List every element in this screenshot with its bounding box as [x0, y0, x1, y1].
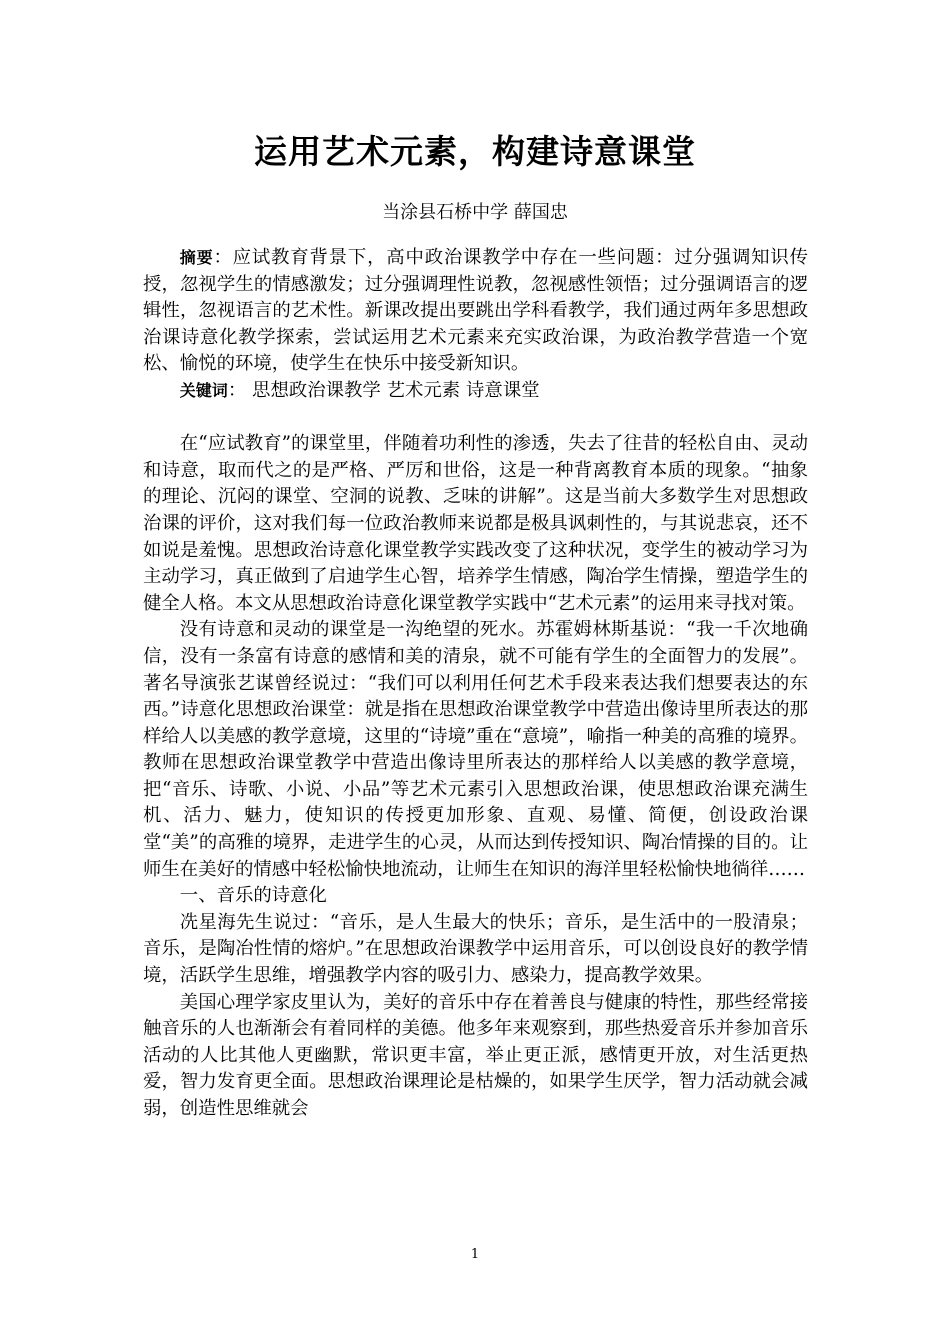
- keywords: [143, 378, 808, 405]
- keywords-text: ： 思想政治课教学 艺术元素 诗意课堂: [227, 379, 540, 401]
- section-heading-music: 一、音乐的诗意化: [179, 885, 327, 907]
- author-line: 当涂县石桥中学 薛国忠: [382, 202, 568, 223]
- document-body: [143, 245, 808, 1123]
- abstract-label: 摘要: [179, 248, 214, 267]
- body-paragraph-1: 在“应试教育”的课堂里，伴随着功利性的渗透，失去了往昔的轻松自由、灵动和诗意，取而代之的是严格、严厉和世俗，这是一种背离教育本质的现象。“抽象的理论、沉闷的课堂、空洞的说教、乏味的讲解”。这是当前大多数学生对思想政治课的评价，这对我们每一位政治教师来说都是极具讽刺性的，与其说悲哀，还不如说是羞愧。思想政治诗意化课堂教学实践改变了这种状况，变学生的被动学习为主动学习，真正做到了启迪学生心智，培养学生情感，陶冶学生情操，塑造学生的健全人格。本文从思想政治诗意化课堂教学实践中“艺术元素”的运用来寻找对策。: [143, 433, 808, 614]
- body-paragraph-3: 冼星海先生说过：“音乐，是人生最大的快乐；音乐，是生活中的一股清泉；音乐，是陶冶性情的熔炉。”在思想政治课教学中运用音乐，可以创设良好的教学情境，活跃学生思维，增强教学内容的吸引力、感染力，提高教学效果。: [143, 911, 808, 987]
- page-title: 运用艺术元素，构建诗意课堂: [254, 132, 696, 171]
- abstract-text: ：应试教育背景下，高中政治课教学中存在一些问题：过分强调知识传授，忽视学生的情感激发；过分强调理性说教，忽视感性领悟；过分强调语言的逻辑性，忽视语言的艺术性。新课改提出要跳出学科看教学，我们通过两年多思想政治课诗意化教学探索，尝试运用艺术元素来充实政治课，为政治教学营造一个宽松、愉悦的环境，使学生在快乐中接受新知识。: [143, 247, 808, 375]
- abstract: [143, 245, 808, 378]
- body-paragraph-2: 没有诗意和灵动的课堂是一沟绝望的死水。苏霍姆林斯基说：“我一千次地确信，没有一条富有诗意的感情和美的清泉，就不可能有学生的全面智力的发展”。著名导演张艺谋曾经说过：“我们可以利用任何艺术手段来表达我们想要表达的东西。”诗意化思想政治课堂：就是指在思想政治课堂教学中营造出像诗里所表达的那样给人以美感的教学意境，这里的“诗境”重在“意境”，喻指一种美的高雅的境界。教师在思想政治课堂教学中营造出像诗里所表达的那样给人以美感的教学意境，把“音乐、诗歌、小说、小品”等艺术元素引入思想政治课，使思想政治课充满生机、活力、魅力，使知识的传授更加形象、直观、易懂、简便，创设政治课堂“美”的高雅的境界，走进学生的心灵，从而达到传授知识、陶冶情操的目的。让师生在美好的情感中轻松愉快地流动，让师生在知识的海洋里轻松愉快地徜徉……: [143, 619, 808, 880]
- page-number: 1: [470, 1247, 480, 1262]
- keywords-label: 关键词: [179, 380, 228, 400]
- body-paragraph-4: 美国心理学家皮里认为，美好的音乐中存在着善良与健康的特性，那些经常接触音乐的人也渐渐会有着同样的美德。他多年来观察到，那些热爱音乐并参加音乐活动的人比其他人更幽默，常识更丰富，举止更正派，感情更开放，对生活更热爱，智力发育更全面。思想政治课理论是枯燥的，如果学生厌学，智力活动就会减弱，创造性思维就会: [143, 991, 808, 1119]
